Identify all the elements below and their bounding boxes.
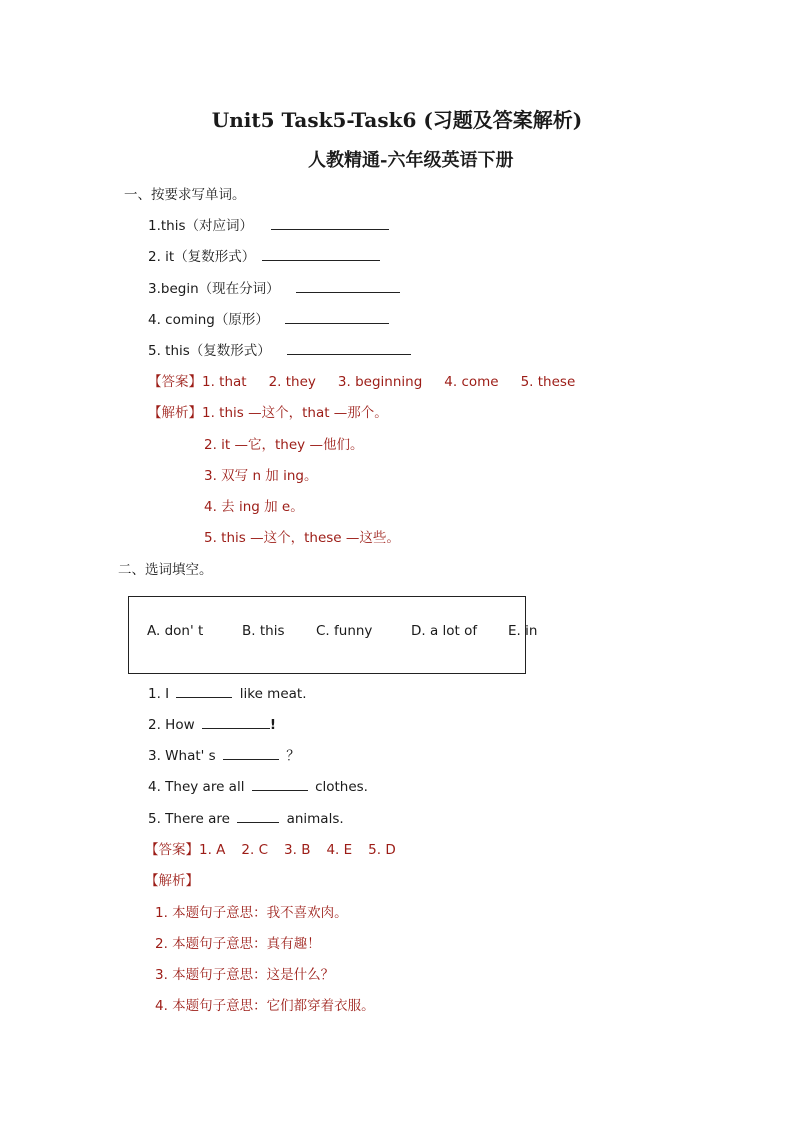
question-text: 1.this（对应词） (148, 218, 254, 234)
answer-item: 1. that (202, 374, 247, 390)
word-option-a: A. don' t (147, 623, 204, 639)
section1-question-3 (148, 280, 400, 298)
word-option-c: C. funny (316, 623, 373, 639)
answer-blank (223, 747, 279, 760)
answer-item: 2. they (268, 374, 316, 390)
section2-question-1 (148, 685, 307, 703)
answer-blank (271, 217, 389, 230)
answer-blank (176, 685, 232, 698)
section1-question-4 (148, 311, 389, 329)
section2-analysis-line-3: 3. 本题句子意思：这是什么？ (155, 967, 335, 983)
answer-blank (262, 248, 380, 261)
section2-analysis-line-2: 2. 本题句子意思：真有趣！ (155, 936, 321, 952)
word-bank-box (128, 596, 538, 674)
section2-question-3 (148, 747, 300, 765)
word-option-d: D. a lot of (411, 623, 478, 639)
answer-blank (287, 342, 411, 355)
section1-analysis-line-3: 3. 双写 n 加 ing。 (204, 468, 318, 484)
answer-blank (237, 810, 279, 823)
section1-answer-line (148, 373, 597, 391)
section2-question-2 (148, 716, 276, 734)
document-title: Unit5 Task5-Task6 (习题及答案解析) (211, 108, 583, 132)
question-text: ？ (286, 748, 300, 764)
answer-item: 2. C (241, 842, 269, 858)
section1-question-2 (148, 248, 380, 266)
question-text: ! (269, 717, 277, 733)
section1-question-1 (148, 217, 389, 235)
section2-question-5 (148, 810, 344, 828)
analysis-tag: 【解析】 (148, 405, 202, 421)
question-text: 3.begin（现在分词） (148, 281, 280, 297)
section1-analysis-line-2: 2. it —它，they —他们。 (204, 437, 364, 453)
section1-analysis-line-1 (148, 404, 388, 422)
question-text: 2. it（复数形式） (148, 249, 256, 265)
section1-analysis-line-4: 4. 去 ing 加 e。 (204, 499, 304, 515)
section2-question-4 (148, 778, 368, 796)
section2-answer-line (145, 841, 412, 859)
question-text: animals. (286, 811, 344, 827)
question-text: 4. They are all (148, 779, 245, 795)
answer-item: 5. these (520, 374, 576, 390)
answer-item: 4. E (326, 842, 353, 858)
question-text: clothes. (315, 779, 368, 795)
question-text: 1. I (148, 686, 170, 702)
question-text: 5. There are (148, 811, 230, 827)
answer-tag: 【答案】 (148, 374, 202, 390)
question-text: 4. coming（原形） (148, 312, 269, 328)
word-option-e: E. in (508, 623, 538, 639)
question-text: 3. What' s (148, 748, 216, 764)
section2-analysis-tag: 【解析】 (145, 873, 199, 889)
analysis-text: 1. this —这个，that —那个。 (202, 405, 388, 421)
section2-heading: 二、选词填空。 (118, 562, 213, 578)
answer-item: 3. B (284, 842, 311, 858)
answer-item: 5. D (368, 842, 396, 858)
answer-blank (202, 716, 270, 729)
section1-heading: 一、按要求写单词。 (124, 187, 246, 203)
document-subtitle: 人教精通-六年级英语下册 (308, 150, 514, 171)
section2-analysis-line-4: 4. 本题句子意思：它们都穿着衣服。 (155, 998, 375, 1014)
question-text: 2. How (148, 717, 195, 733)
section1-analysis-line-5: 5. this —这个，these —这些。 (204, 530, 400, 546)
answer-blank (296, 280, 400, 293)
answer-tag: 【答案】 (145, 842, 199, 858)
answer-item: 3. beginning (337, 374, 423, 390)
question-text: like meat. (239, 686, 307, 702)
word-option-b: B. this (242, 623, 285, 639)
section1-question-5 (148, 342, 411, 360)
question-text: 5. this（复数形式） (148, 343, 271, 359)
answer-item: 4. come (444, 374, 499, 390)
answer-blank (285, 311, 389, 324)
answer-item: 1. A (199, 842, 226, 858)
section2-analysis-line-1: 1. 本题句子意思：我不喜欢肉。 (155, 905, 348, 921)
answer-blank (252, 778, 308, 791)
